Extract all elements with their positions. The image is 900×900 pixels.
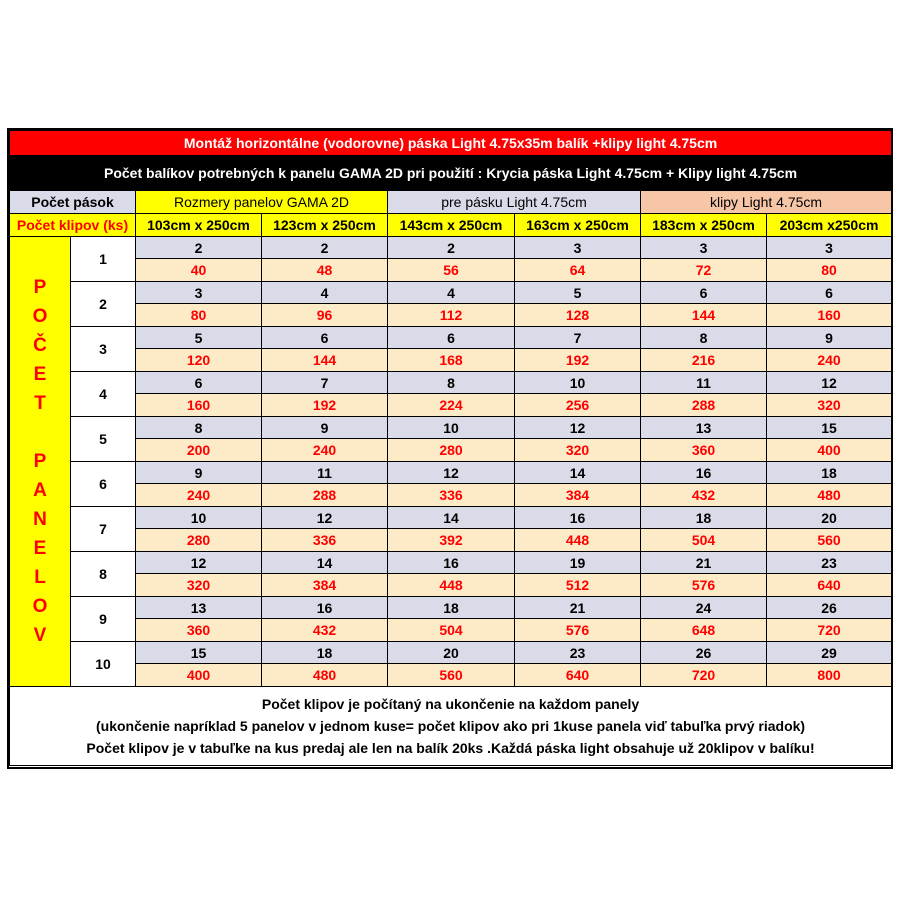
clip-count: 96 (262, 304, 388, 327)
footer-note-line: (ukončenie napríklad 5 panelov v jednom kuse= počet klipov ako pri 1kuse panela viď tabuľka prvý riadok) (95, 718, 806, 734)
tape-pack-count: 12 (136, 552, 262, 574)
clip-count: 400 (136, 664, 262, 687)
clip-count: 384 (262, 574, 388, 597)
tape-pack-count: 12 (262, 507, 388, 529)
side-letter: T (34, 393, 46, 414)
title-black: Počet balíkov potrebných k panelu GAMA 2D pri použití : Krycia páska Light 4.75cm + Klipy light 4.75cm (10, 156, 892, 191)
tape-pack-count: 26 (641, 642, 767, 664)
clip-count: 288 (262, 484, 388, 507)
clip-count: 320 (767, 394, 892, 417)
tape-pack-count: 16 (641, 462, 767, 484)
panel-count: 9 (71, 597, 136, 642)
tape-pack-count: 9 (767, 327, 892, 349)
tape-pack-count: 6 (262, 327, 388, 349)
tape-pack-count: 8 (136, 417, 262, 439)
tape-pack-count: 10 (388, 417, 515, 439)
tape-pack-count: 12 (767, 372, 892, 394)
header-group-panel-sizes: Rozmery panelov GAMA 2D (136, 191, 388, 214)
side-letter: E (33, 364, 47, 385)
clip-count: 720 (641, 664, 767, 687)
tape-pack-count: 3 (641, 237, 767, 259)
tape-pack-count: 6 (136, 372, 262, 394)
clip-count: 72 (641, 259, 767, 282)
clip-count: 112 (388, 304, 515, 327)
panel-count: 4 (71, 372, 136, 417)
tape-pack-count: 16 (262, 597, 388, 619)
clip-count: 720 (767, 619, 892, 642)
clip-count: 128 (515, 304, 641, 327)
size-header: 163cm x 250cm (515, 214, 641, 237)
side-letter: Č (33, 335, 47, 356)
clip-count: 216 (641, 349, 767, 372)
clip-count: 288 (641, 394, 767, 417)
clip-count: 448 (388, 574, 515, 597)
clip-count: 640 (515, 664, 641, 687)
clip-table (9, 130, 892, 766)
tape-pack-count: 23 (767, 552, 892, 574)
clip-count: 480 (262, 664, 388, 687)
clip-count: 256 (515, 394, 641, 417)
panel-count: 1 (71, 237, 136, 282)
header-group-clips: klipy Light 4.75cm (641, 191, 892, 214)
tape-pack-count: 7 (262, 372, 388, 394)
tape-pack-count: 5 (136, 327, 262, 349)
tape-pack-count: 24 (641, 597, 767, 619)
tape-pack-count: 26 (767, 597, 892, 619)
clip-count: 280 (388, 439, 515, 462)
tape-pack-count: 11 (641, 372, 767, 394)
clip-count: 280 (136, 529, 262, 552)
side-letter: E (33, 538, 47, 559)
tape-pack-count: 9 (136, 462, 262, 484)
tape-pack-count: 16 (388, 552, 515, 574)
tape-pack-count: 10 (136, 507, 262, 529)
tape-pack-count: 23 (515, 642, 641, 664)
header-pocet-klipov: Počet klipov (ks) (10, 214, 136, 237)
clip-count: 168 (388, 349, 515, 372)
side-label-pocet-panelov (10, 237, 71, 687)
tape-pack-count: 15 (136, 642, 262, 664)
side-letter (10, 418, 70, 447)
clip-count: 504 (388, 619, 515, 642)
clip-count: 560 (388, 664, 515, 687)
tape-pack-count: 18 (641, 507, 767, 529)
size-header: 183cm x 250cm (641, 214, 767, 237)
clip-count: 392 (388, 529, 515, 552)
tape-pack-count: 13 (136, 597, 262, 619)
clip-count: 192 (515, 349, 641, 372)
clip-count: 360 (641, 439, 767, 462)
clip-count: 192 (262, 394, 388, 417)
header-pocet-pasok: Počet pások (10, 191, 136, 214)
side-letter: O (32, 596, 48, 617)
clip-count: 48 (262, 259, 388, 282)
clip-count: 576 (641, 574, 767, 597)
panel-count: 2 (71, 282, 136, 327)
clip-count: 360 (136, 619, 262, 642)
tape-pack-count: 2 (262, 237, 388, 259)
clip-count: 576 (515, 619, 641, 642)
clip-count: 160 (767, 304, 892, 327)
tape-pack-count: 5 (515, 282, 641, 304)
clip-count: 224 (388, 394, 515, 417)
side-letter: P (33, 451, 47, 472)
panel-count: 7 (71, 507, 136, 552)
panel-count: 6 (71, 462, 136, 507)
clip-count: 144 (641, 304, 767, 327)
clip-count: 320 (515, 439, 641, 462)
tape-pack-count: 9 (262, 417, 388, 439)
tape-pack-count: 8 (641, 327, 767, 349)
side-letter: N (33, 509, 47, 530)
tape-pack-count: 4 (388, 282, 515, 304)
tape-pack-count: 4 (262, 282, 388, 304)
tape-pack-count: 20 (767, 507, 892, 529)
tape-pack-count: 2 (388, 237, 515, 259)
side-letter: V (33, 625, 47, 646)
tape-pack-count: 10 (515, 372, 641, 394)
footer-note-line: Počet klipov je v tabuľke na kus predaj ale len na balík 20ks .Každá páska light obsahuje už 20klipov v balíku! (86, 740, 815, 756)
clip-count: 56 (388, 259, 515, 282)
clip-count: 80 (767, 259, 892, 282)
panel-count: 3 (71, 327, 136, 372)
tape-pack-count: 13 (641, 417, 767, 439)
clip-count: 320 (136, 574, 262, 597)
tape-pack-count: 8 (388, 372, 515, 394)
size-header: 143cm x 250cm (388, 214, 515, 237)
tape-pack-count: 15 (767, 417, 892, 439)
clip-count: 640 (767, 574, 892, 597)
tape-pack-count: 6 (388, 327, 515, 349)
panel-count: 10 (71, 642, 136, 687)
tape-pack-count: 18 (388, 597, 515, 619)
size-header: 203cm x250cm (767, 214, 892, 237)
panel-count: 8 (71, 552, 136, 597)
side-letter: A (33, 480, 47, 501)
clip-table-sheet (7, 128, 893, 769)
clip-count: 432 (262, 619, 388, 642)
clip-count: 384 (515, 484, 641, 507)
clip-count: 504 (641, 529, 767, 552)
tape-pack-count: 3 (136, 282, 262, 304)
tape-pack-count: 20 (388, 642, 515, 664)
tape-pack-count: 11 (262, 462, 388, 484)
clip-count: 560 (767, 529, 892, 552)
side-letter: O (32, 306, 48, 327)
side-letter: L (34, 567, 46, 588)
side-letter: P (33, 277, 47, 298)
footer-notes (10, 687, 892, 766)
tape-pack-count: 6 (767, 282, 892, 304)
clip-count: 400 (767, 439, 892, 462)
tape-pack-count: 12 (388, 462, 515, 484)
clip-count: 240 (767, 349, 892, 372)
tape-pack-count: 16 (515, 507, 641, 529)
size-header: 103cm x 250cm (136, 214, 262, 237)
clip-count: 432 (641, 484, 767, 507)
tape-pack-count: 21 (515, 597, 641, 619)
tape-pack-count: 7 (515, 327, 641, 349)
footer-note-line: Počet klipov je počítaný na ukončenie na každom panely (261, 696, 640, 712)
header-group-tape: pre pásku Light 4.75cm (388, 191, 641, 214)
title-red: Montáž horizontálne (vodorovne) páska Light 4.75x35m balík +klipy light 4.75cm (10, 131, 892, 156)
clip-count: 200 (136, 439, 262, 462)
clip-count: 800 (767, 664, 892, 687)
panel-count: 5 (71, 417, 136, 462)
tape-pack-count: 21 (641, 552, 767, 574)
tape-pack-count: 18 (262, 642, 388, 664)
clip-count: 480 (767, 484, 892, 507)
tape-pack-count: 3 (767, 237, 892, 259)
clip-count: 160 (136, 394, 262, 417)
clip-count: 144 (262, 349, 388, 372)
clip-count: 40 (136, 259, 262, 282)
tape-pack-count: 2 (136, 237, 262, 259)
tape-pack-count: 12 (515, 417, 641, 439)
tape-pack-count: 3 (515, 237, 641, 259)
tape-pack-count: 18 (767, 462, 892, 484)
clip-count: 448 (515, 529, 641, 552)
tape-pack-count: 6 (641, 282, 767, 304)
size-header: 123cm x 250cm (262, 214, 388, 237)
tape-pack-count: 29 (767, 642, 892, 664)
clip-count: 512 (515, 574, 641, 597)
tape-pack-count: 14 (262, 552, 388, 574)
clip-count: 336 (262, 529, 388, 552)
tape-pack-count: 19 (515, 552, 641, 574)
tape-pack-count: 14 (388, 507, 515, 529)
tape-pack-count: 14 (515, 462, 641, 484)
clip-count: 120 (136, 349, 262, 372)
clip-count: 80 (136, 304, 262, 327)
clip-count: 240 (262, 439, 388, 462)
clip-count: 336 (388, 484, 515, 507)
clip-count: 240 (136, 484, 262, 507)
clip-count: 648 (641, 619, 767, 642)
clip-count: 64 (515, 259, 641, 282)
